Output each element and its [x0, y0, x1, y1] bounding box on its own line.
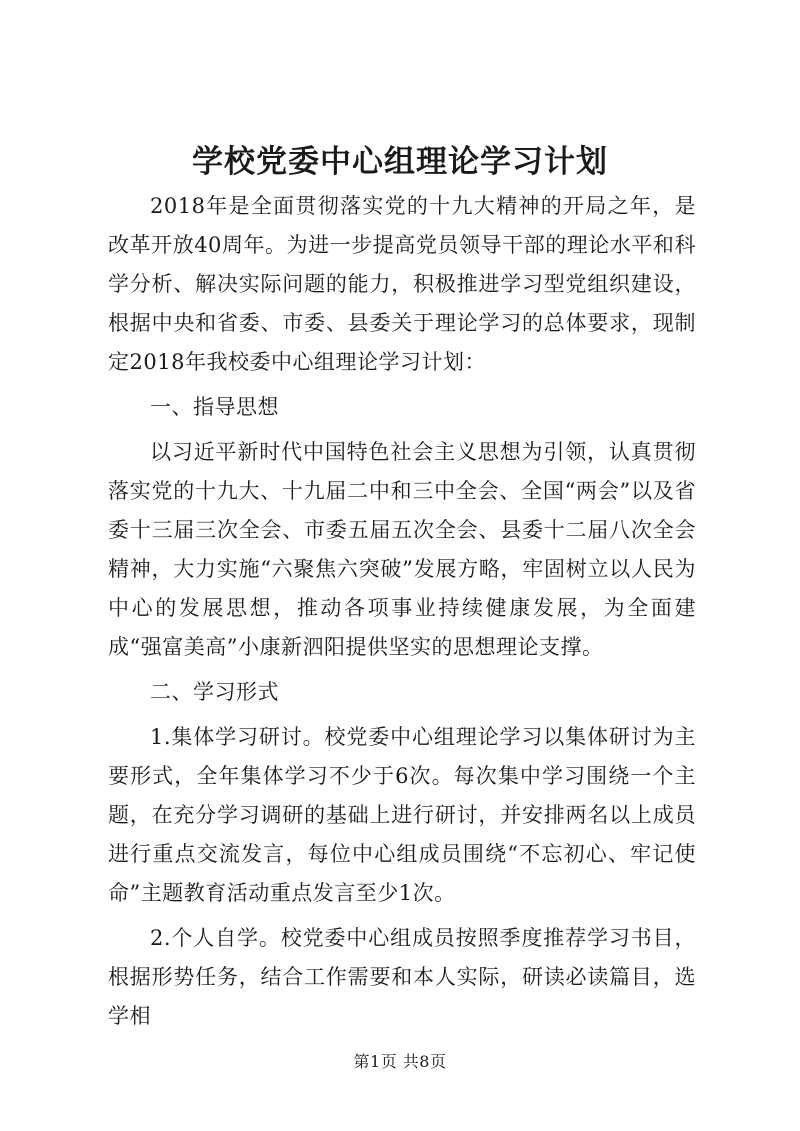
collective-study-paragraph: 1.集体学习研讨。校党委中心组理论学习以集体研讨为主要形式，全年集体学习不少于6次。每次集中学习围绕一个主题，在充分学习调研的基础上进行研讨，并安排两名以上成员进行重点交流发言，每位中心组成员围绕“不忘初心、牢记使命”主题教育活动重点发言至少1次。	[108, 725, 696, 905]
section-heading-study-form: 二、学习形式	[150, 680, 279, 704]
document-title: 学校党委中心组理论学习计划	[192, 144, 608, 180]
section-heading-guiding-thought: 一、指导思想	[150, 395, 279, 419]
page-number-footer: 第1页 共8页	[353, 1052, 447, 1071]
guiding-thought-paragraph: 以习近平新时代中国特色社会主义思想为引领，认真贯彻落实党的十九大、十九届二中和三中全会、全国“两会”以及省委十三届三次全会、市委五届五次全会、县委十二届八次全会精神，大力实施“六聚焦六突破”发展方略，牢固树立以人民为中心的发展思想，推动各项事业持续健康发展，为全面建成“强富美高”小康新泗阳提供坚实的思想理论支撑。	[108, 440, 696, 659]
self-study-paragraph: 2.个人自学。校党委中心组成员按照季度推荐学习书目，根据形势任务，结合工作需要和本人实际，研读必读篇目，选学相	[108, 926, 696, 1028]
intro-paragraph: 2018年是全面贯彻落实党的十九大精神的开局之年，是改革开放40周年。为进一步提高党员领导干部的理论水平和科学分析、解决实际问题的能力，积极推进学习型党组织建设，根据中央和省委、市委、县委关于理论学习的总体要求，现制定2018年我校委中心组理论学习计划：	[108, 194, 696, 374]
document-body	[108, 187, 696, 1036]
